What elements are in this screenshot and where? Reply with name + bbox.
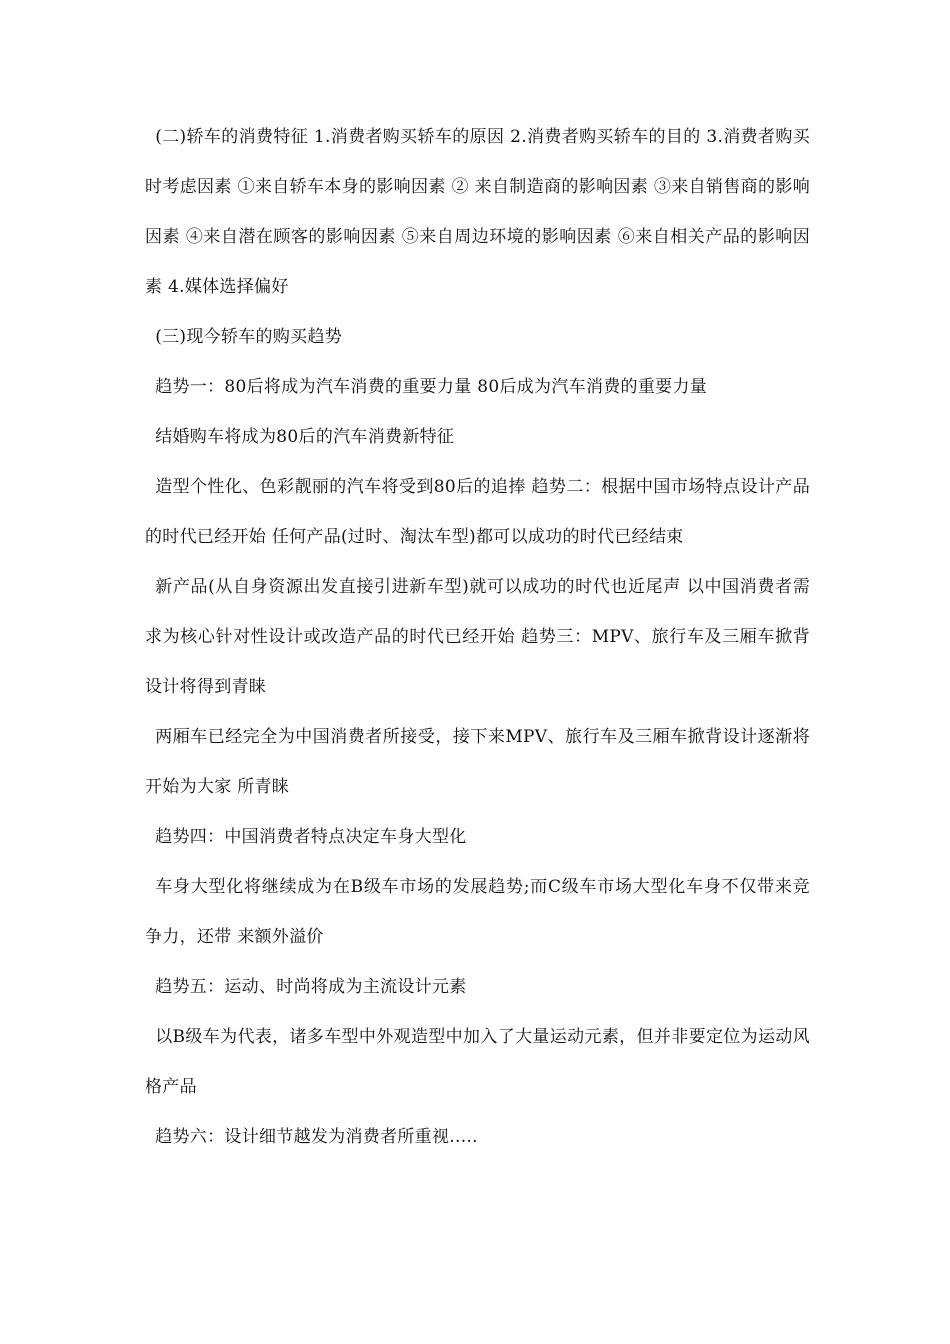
paragraph-trend-five: 趋势五：运动、时尚将成为主流设计元素: [155, 977, 467, 997]
paragraph-trend-four: 趋势四：中国消费者特点决定车身大型化: [155, 827, 467, 847]
document-body: [145, 112, 810, 1162]
paragraph-wedding-purchase: 结婚购车将成为80后的汽车消费新特征: [155, 427, 455, 447]
paragraph-section-three-heading: (三)现今轿车的购买趋势: [155, 327, 343, 347]
paragraph-sport-elements: 以B级车为代表，诸多车型中外观造型中加入了大量运动元素，但并非要定位为运动风格产品: [145, 1027, 810, 1097]
paragraph-body-enlargement: 车身大型化将继续成为在B级车市场的发展趋势;而C级车市场大型化车身不仅带来竞争力，还带 来额外溢价: [145, 877, 810, 947]
paragraph-trend-two: 造型个性化、色彩靓丽的汽车将受到80后的追捧 趋势二：根据中国市场特点设计产品的时代已经开始 任何产品(过时、淘汰车型)都可以成功的时代已经结束: [145, 477, 810, 547]
paragraph-trend-six: 趋势六：设计细节越发为消费者所重视.....: [155, 1127, 478, 1147]
paragraph-hatchback-accepted: 两厢车已经完全为中国消费者所接受，接下来MPV、旅行车及三厢车掀背设计逐渐将开始为大家 所青睐: [145, 727, 810, 797]
paragraph-new-products: 新产品(从自身资源出发直接引进新车型)就可以成功的时代也近尾声 以中国消费者需求为核心针对性设计或改造产品的时代已经开始 趋势三：MPV、旅行车及三厢车掀背设计将得到青睐: [145, 577, 810, 697]
paragraph-trend-one: 趋势一：80后将成为汽车消费的重要力量 80后成为汽车消费的重要力量: [155, 377, 708, 397]
paragraph-consumption-features: (二)轿车的消费特征 1.消费者购买轿车的原因 2.消费者购买轿车的目的 3.消费者购买时考虑因素 ①来自轿车本身的影响因素 ② 来自制造商的影响因素 ③来自销售商的影响因素 ④来自潜在顾客的影响因素 ⑤来自周边环境的影响因素 ⑥来自相关产品的影响因素 4.媒体选择偏好: [145, 127, 810, 297]
